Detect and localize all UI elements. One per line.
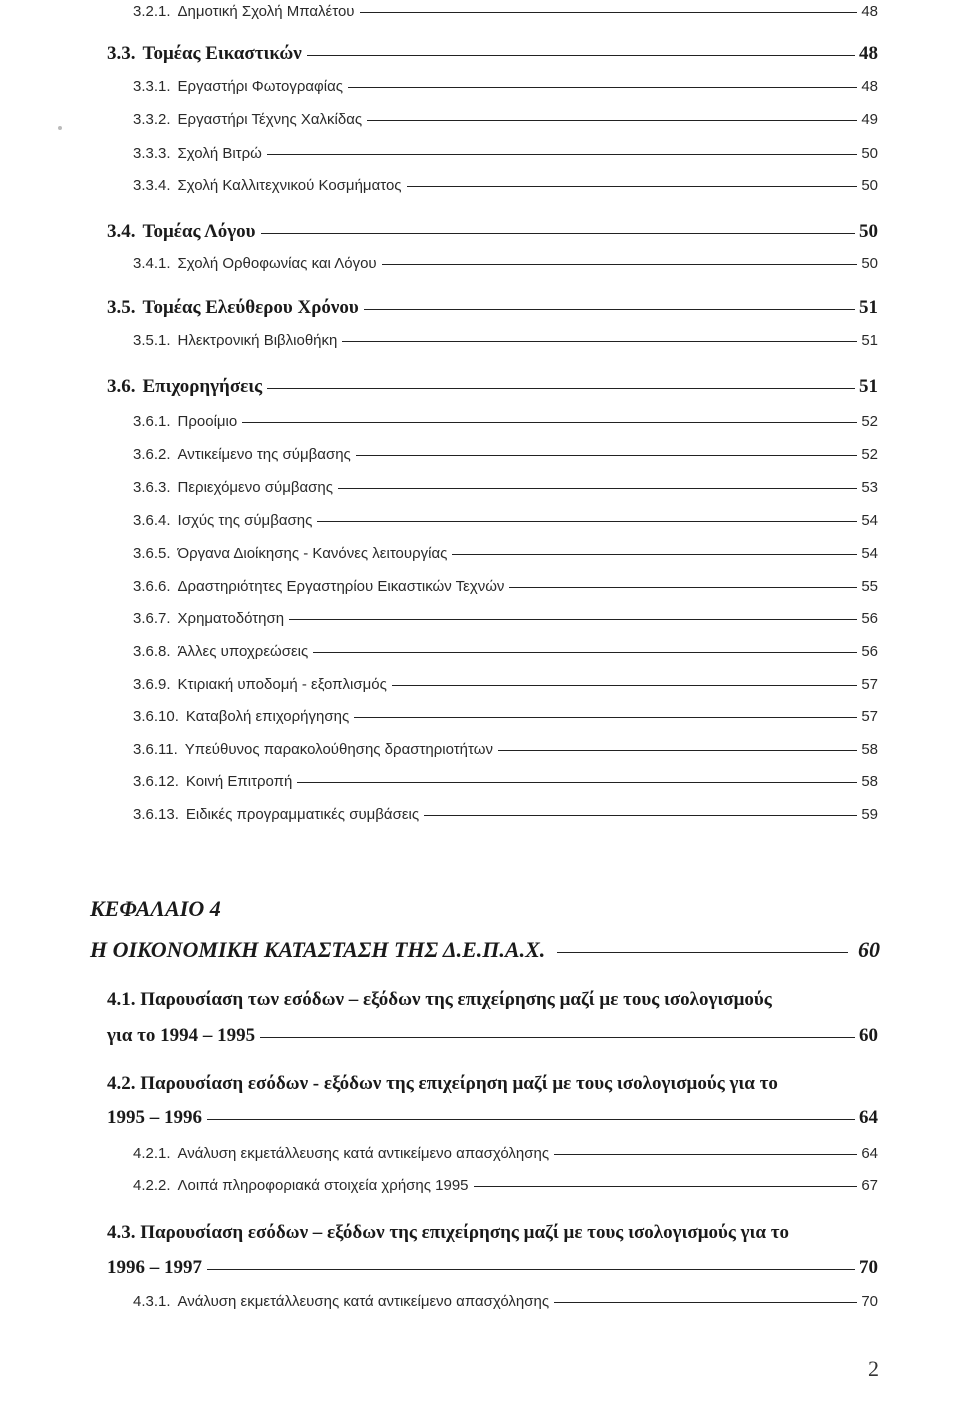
toc-entry bbox=[133, 255, 878, 272]
entry-number: 3.3.1. bbox=[133, 78, 171, 95]
entry-number: 3.4. bbox=[107, 221, 136, 242]
leader-line bbox=[289, 619, 857, 620]
entry-page: 56 bbox=[861, 643, 878, 660]
leader-line bbox=[498, 750, 857, 751]
entry-number: 3.3. bbox=[107, 43, 136, 64]
entry-number: 3.4.1. bbox=[133, 255, 171, 272]
entry-title: Δημοτική Σχολή Μπαλέτου bbox=[177, 3, 355, 20]
section-title-tail: 1996 – 1997 bbox=[107, 1257, 202, 1278]
chapter-page: 60 bbox=[858, 937, 880, 962]
entry-title: Δραστηριότητες Εργαστηρίου Εικαστικών Τεχνών bbox=[177, 578, 505, 595]
toc-entry bbox=[133, 3, 878, 20]
entry-page: 50 bbox=[861, 177, 878, 194]
entry-title: Εργαστήρι Φωτογραφίας bbox=[177, 78, 343, 95]
toc-entry bbox=[133, 610, 878, 627]
entry-title: Σχολή Βιτρώ bbox=[177, 145, 262, 162]
leader-line bbox=[317, 521, 857, 522]
entry-title: Κτιριακή υποδομή - εξοπλισμός bbox=[177, 676, 387, 693]
leader-line bbox=[364, 309, 855, 310]
toc-entry bbox=[133, 676, 878, 693]
toc-entry bbox=[107, 221, 878, 243]
entry-page: 49 bbox=[861, 111, 878, 128]
section-4-3-line2 bbox=[107, 1257, 878, 1279]
leader-line bbox=[207, 1119, 855, 1120]
entry-title: Τομέας Εικαστικών bbox=[142, 43, 302, 64]
leader-line bbox=[307, 55, 855, 56]
entry-page: 64 bbox=[861, 1145, 878, 1162]
leader-line bbox=[267, 388, 855, 389]
toc-entry bbox=[133, 578, 878, 595]
section-page: 60 bbox=[859, 1025, 878, 1046]
entry-title: Ανάλυση εκμετάλλευσης κατά αντικείμενο απασχόλησης bbox=[177, 1293, 550, 1310]
entry-page: 50 bbox=[861, 145, 878, 162]
entry-number: 4.2.2. bbox=[133, 1177, 171, 1194]
section-page: 64 bbox=[859, 1107, 878, 1128]
toc-entry bbox=[107, 43, 878, 65]
entry-page: 52 bbox=[861, 413, 878, 430]
entry-page: 57 bbox=[861, 676, 878, 693]
entry-page: 54 bbox=[861, 545, 878, 562]
entry-number: 3.6.13. bbox=[133, 806, 179, 823]
entry-number: 3.6.1. bbox=[133, 413, 171, 430]
toc-entry bbox=[133, 446, 878, 463]
entry-title: Επιχορηγήσεις bbox=[142, 376, 263, 397]
toc-entry bbox=[133, 479, 878, 496]
entry-title: Ανάλυση εκμετάλλευσης κατά αντικείμενο απασχόλησης bbox=[177, 1145, 550, 1162]
toc-entry bbox=[133, 708, 878, 725]
entry-number: 3.3.2. bbox=[133, 111, 171, 128]
section-4-1-line1: 4.1. Παρουσίαση των εσόδων – εξόδων της επιχείρησης μαζί με τους ισολογισμούς bbox=[107, 989, 772, 1010]
section-title-tail: για το 1994 – 1995 bbox=[107, 1025, 256, 1046]
entry-title: Σχολή Καλλιτεχνικού Κοσμήματος bbox=[177, 177, 402, 194]
entry-page: 48 bbox=[861, 78, 878, 95]
leader-line bbox=[354, 717, 857, 718]
toc-entry bbox=[133, 806, 878, 823]
leader-line bbox=[367, 120, 857, 121]
toc-entry bbox=[133, 643, 878, 660]
entry-page: 51 bbox=[861, 332, 878, 349]
entry-page: 57 bbox=[861, 708, 878, 725]
section-page: 70 bbox=[859, 1257, 878, 1278]
leader-line bbox=[474, 1186, 858, 1187]
entry-page: 58 bbox=[861, 773, 878, 790]
leader-line bbox=[338, 488, 857, 489]
page-number: 2 bbox=[868, 1356, 879, 1381]
toc-entry bbox=[133, 332, 878, 349]
entry-number: 3.6. bbox=[107, 376, 136, 397]
entry-number: 3.6.10. bbox=[133, 708, 179, 725]
toc-entry bbox=[133, 111, 878, 128]
leader-line bbox=[407, 186, 858, 187]
leader-line bbox=[297, 782, 857, 783]
section-4-2-line1: 4.2. Παρουσίαση εσόδων - εξόδων της επιχείρηση μαζί με τους ισολογισμούς για το bbox=[107, 1073, 778, 1094]
entry-title: Κοινή Επιτροπή bbox=[185, 773, 293, 790]
toc-entry bbox=[133, 741, 878, 758]
entry-number: 3.6.9. bbox=[133, 676, 171, 693]
chapter-label: ΚΕΦΑΛΑΙΟ 4 bbox=[90, 896, 221, 921]
section-4-1-line2 bbox=[107, 1025, 878, 1047]
entry-title: Αντικείμενο της σύμβασης bbox=[177, 446, 351, 463]
leader-line bbox=[207, 1269, 855, 1270]
toc-entry bbox=[133, 512, 878, 529]
entry-title: Ηλεκτρονική Βιβλιοθήκη bbox=[177, 332, 338, 349]
entry-title: Χρηματοδότηση bbox=[177, 610, 285, 627]
entry-title: Υπεύθυνος παρακολούθησης δραστηριοτήτων bbox=[184, 741, 493, 758]
entry-title: Λοιπά πληροφοριακά στοιχεία χρήσης 1995 bbox=[177, 1177, 469, 1194]
entry-number: 3.6.7. bbox=[133, 610, 171, 627]
entry-page: 58 bbox=[861, 741, 878, 758]
entry-page: 53 bbox=[861, 479, 878, 496]
entry-page: 48 bbox=[859, 43, 878, 64]
entry-number: 4.2.1. bbox=[133, 1145, 171, 1162]
entry-number: 3.6.5. bbox=[133, 545, 171, 562]
leader-line bbox=[557, 952, 848, 953]
toc-entry bbox=[133, 78, 878, 95]
entry-page: 59 bbox=[861, 806, 878, 823]
scan-speck bbox=[58, 126, 62, 130]
entry-title: Εργαστήρι Τέχνης Χαλκίδας bbox=[177, 111, 363, 128]
entry-title: Καταβολή επιχορήγησης bbox=[185, 708, 350, 725]
leader-line bbox=[424, 815, 857, 816]
entry-title: Ισχύς της σύμβασης bbox=[177, 512, 313, 529]
section-title-tail: 1995 – 1996 bbox=[107, 1107, 202, 1128]
toc-entry bbox=[133, 1145, 878, 1162]
leader-line bbox=[360, 12, 858, 13]
leader-line bbox=[509, 587, 857, 588]
entry-title: Άλλες υποχρεώσεις bbox=[177, 643, 309, 660]
leader-line bbox=[356, 455, 858, 456]
entry-page: 50 bbox=[859, 221, 878, 242]
leader-line bbox=[554, 1302, 857, 1303]
entry-number: 4.3.1. bbox=[133, 1293, 171, 1310]
entry-title: Σχολή Ορθοφωνίας και Λόγου bbox=[177, 255, 377, 272]
entry-page: 48 bbox=[861, 3, 878, 20]
entry-page: 52 bbox=[861, 446, 878, 463]
entry-number: 3.2.1. bbox=[133, 3, 171, 20]
leader-line bbox=[313, 652, 857, 653]
entry-title: Όργανα Διοίκησης - Κανόνες λειτουργίας bbox=[177, 545, 448, 562]
leader-line bbox=[242, 422, 857, 423]
entry-number: 3.6.11. bbox=[133, 741, 178, 758]
leader-line bbox=[261, 233, 855, 234]
entry-number: 3.5. bbox=[107, 297, 136, 318]
entry-number: 3.5.1. bbox=[133, 332, 171, 349]
toc-entry bbox=[133, 413, 878, 430]
leader-line bbox=[554, 1154, 857, 1155]
entry-number: 3.6.8. bbox=[133, 643, 171, 660]
toc-entry bbox=[133, 545, 878, 562]
leader-line bbox=[382, 264, 858, 265]
entry-title: Τομέας Λόγου bbox=[142, 221, 256, 242]
toc-entry bbox=[107, 297, 878, 319]
entry-title: Προοίμιο bbox=[177, 413, 238, 430]
chapter-title: Η ΟΙΚΟΝΟΜΙΚΗ ΚΑΤΑΣΤΑΣΗ ΤΗΣ Δ.Ε.Π.Α.Χ. bbox=[90, 937, 546, 962]
entry-number: 3.6.12. bbox=[133, 773, 179, 790]
entry-number: 3.3.4. bbox=[133, 177, 171, 194]
entry-page: 56 bbox=[861, 610, 878, 627]
leader-line bbox=[267, 154, 857, 155]
entry-page: 67 bbox=[861, 1177, 878, 1194]
entry-number: 3.3.3. bbox=[133, 145, 171, 162]
leader-line bbox=[260, 1037, 855, 1038]
entry-page: 70 bbox=[861, 1293, 878, 1310]
toc-entry bbox=[133, 177, 878, 194]
leader-line bbox=[452, 554, 857, 555]
toc-entry bbox=[133, 145, 878, 162]
toc-entry bbox=[133, 773, 878, 790]
entry-page: 51 bbox=[859, 297, 878, 318]
leader-line bbox=[392, 685, 857, 686]
entry-title: Τομέας Ελεύθερου Χρόνου bbox=[142, 297, 359, 318]
section-4-3-line1: 4.3. Παρουσίαση εσόδων – εξόδων της επιχείρησης μαζί με τους ισολογισμούς για το bbox=[107, 1222, 790, 1243]
entry-number: 3.6.2. bbox=[133, 446, 171, 463]
entry-title: Ειδικές προγραμματικές συμβάσεις bbox=[185, 806, 420, 823]
entry-page: 51 bbox=[859, 376, 878, 397]
toc-entry bbox=[133, 1177, 878, 1194]
entry-page: 50 bbox=[861, 255, 878, 272]
toc-entry bbox=[133, 1293, 878, 1310]
entry-page: 54 bbox=[861, 512, 878, 529]
entry-title: Περιεχόμενο σύμβασης bbox=[177, 479, 333, 496]
entry-page: 55 bbox=[861, 578, 878, 595]
toc-entry bbox=[107, 376, 878, 398]
section-4-2-line2 bbox=[107, 1107, 878, 1129]
leader-line bbox=[348, 87, 857, 88]
entry-number: 3.6.6. bbox=[133, 578, 171, 595]
chapter-title-line bbox=[90, 937, 880, 963]
entry-number: 3.6.3. bbox=[133, 479, 171, 496]
entry-number: 3.6.4. bbox=[133, 512, 171, 529]
leader-line bbox=[342, 341, 857, 342]
